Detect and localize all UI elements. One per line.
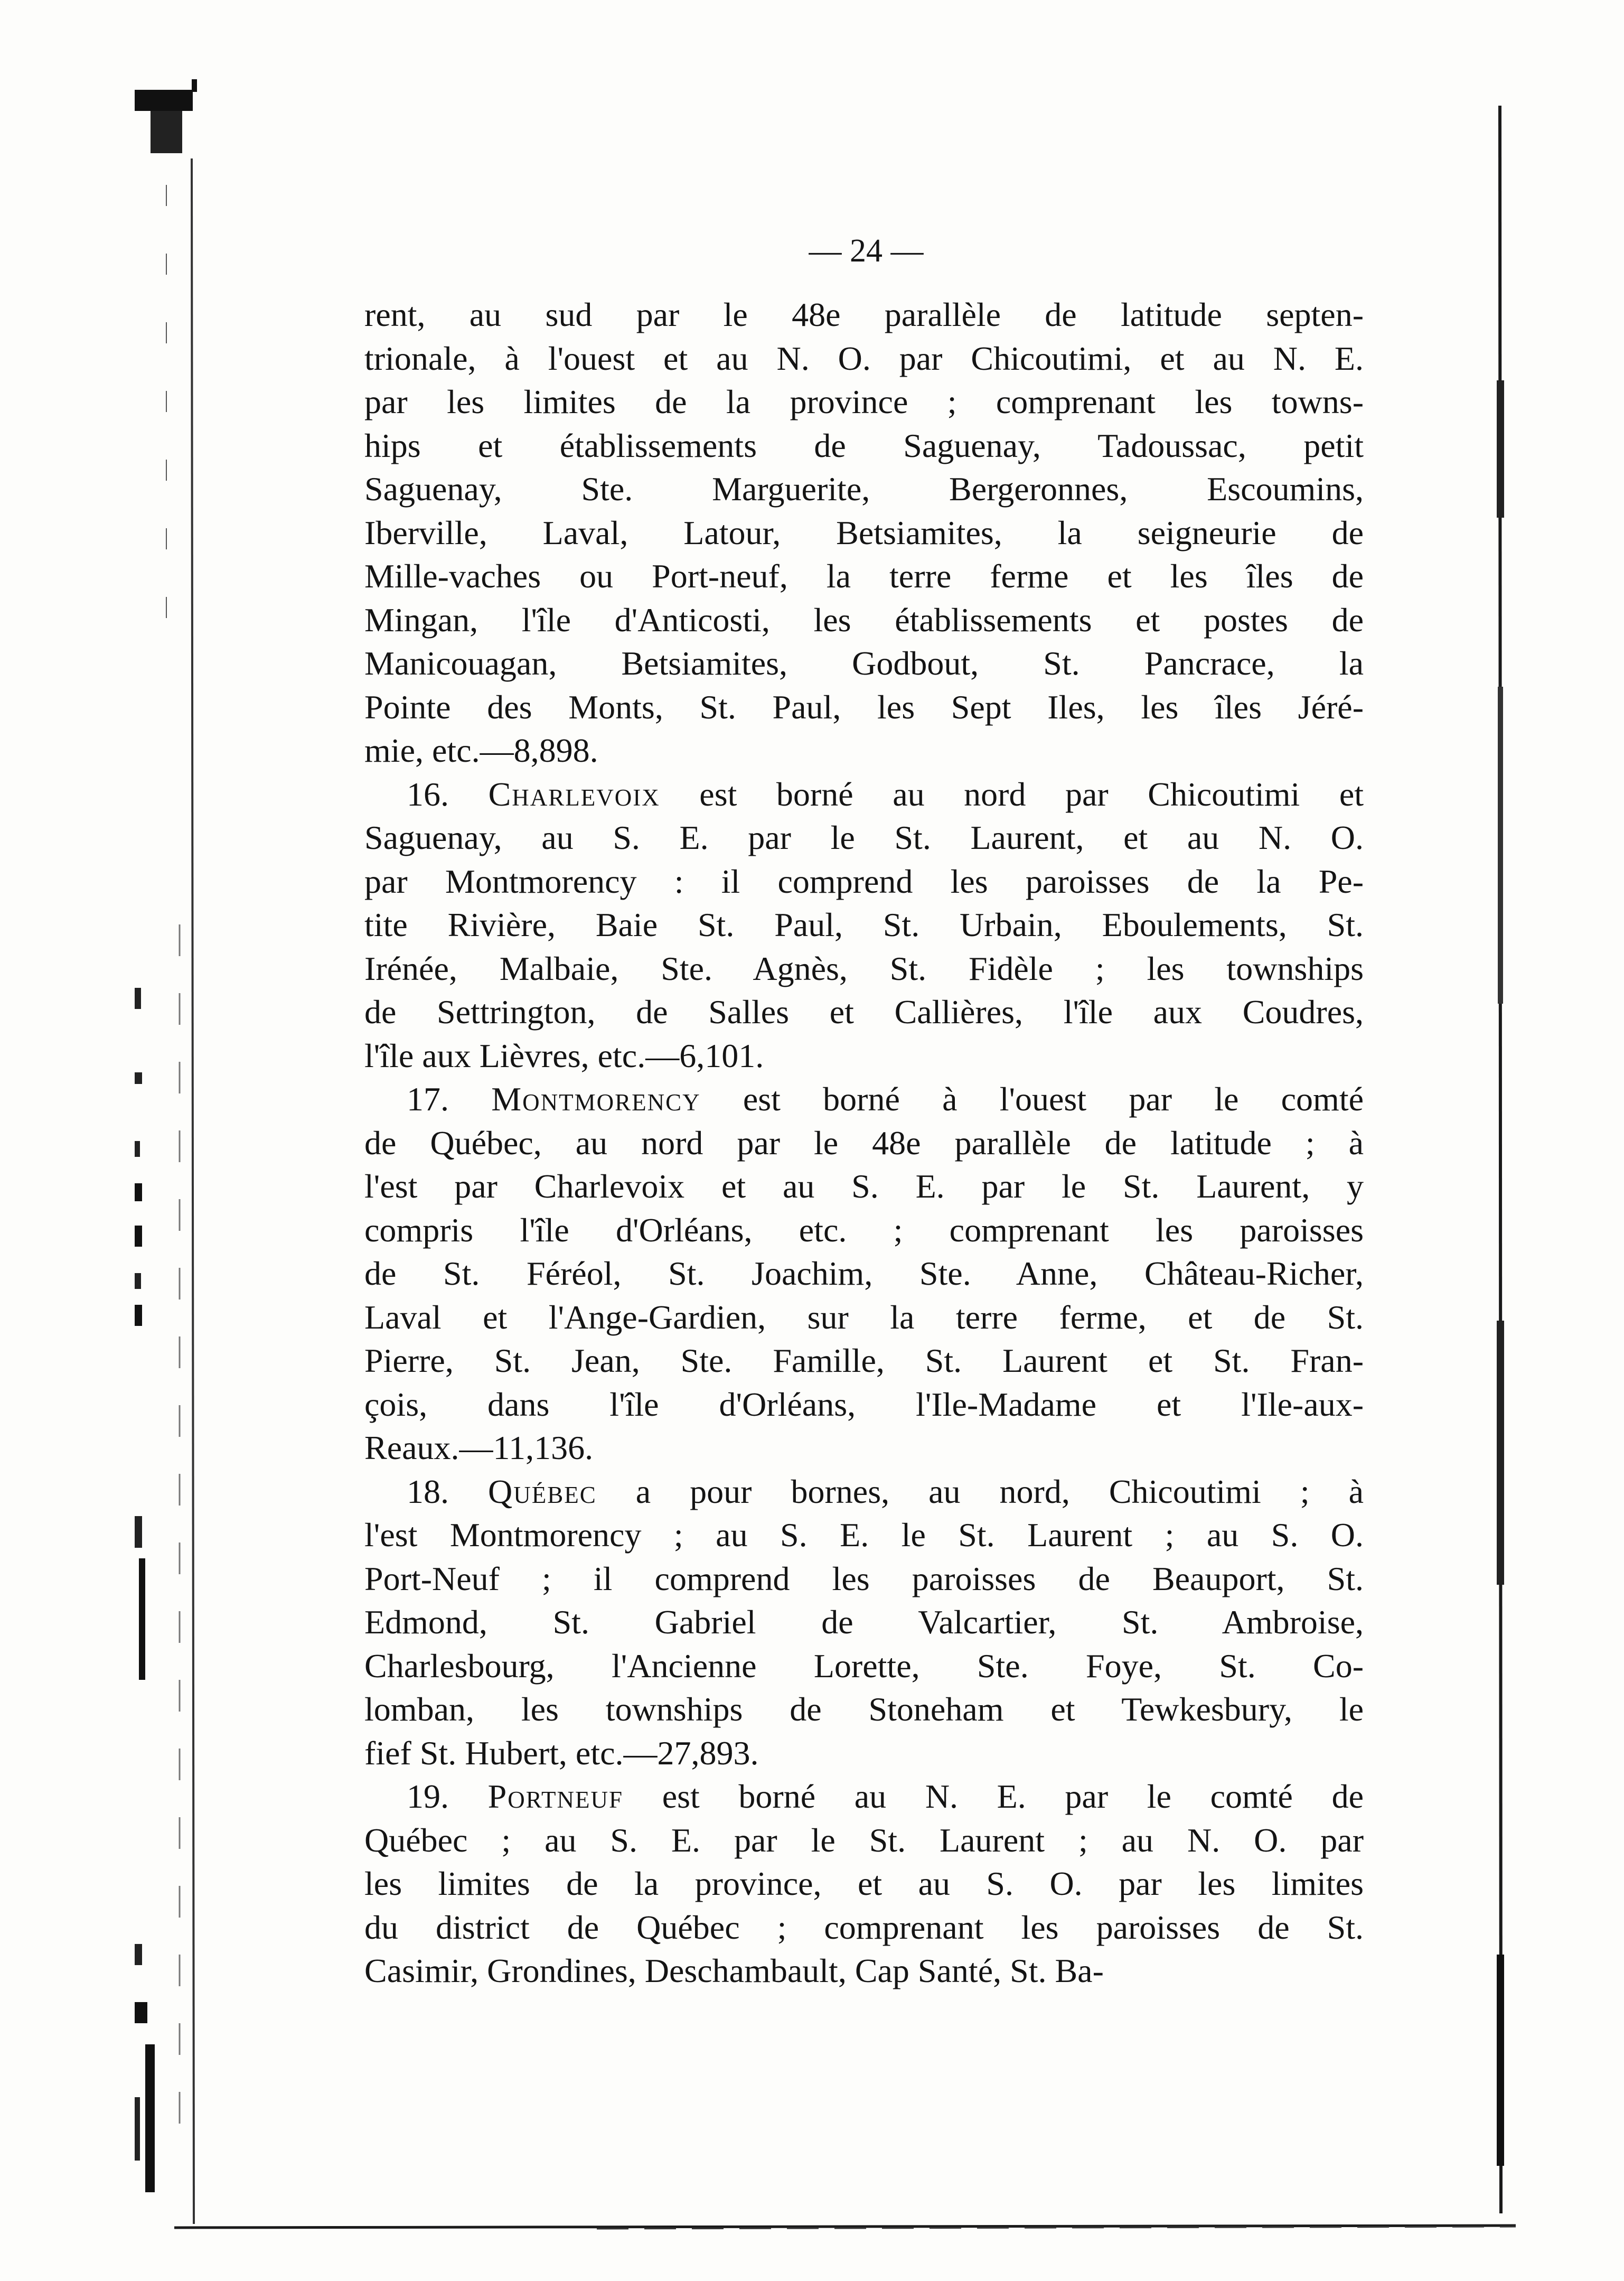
page-edge-artifact — [1489, 106, 1510, 2213]
text-line — [364, 773, 1364, 817]
county-name: Portneuf — [487, 1778, 624, 1815]
text-line: l'est par Charlevoix et au S. E. par le St. Laurent, y — [364, 1167, 1364, 1205]
text-line: Laval et l'Ange-Gardien, sur la terre ferme, et de St. — [364, 1298, 1364, 1336]
text-line: tite Rivière, Baie St. Paul, St. Urbain, Eboulements, St. — [364, 906, 1364, 943]
county-name: Montmorency — [491, 1080, 701, 1118]
county-number: 18. — [407, 1472, 449, 1510]
county-number: 17. — [407, 1080, 449, 1118]
paragraph — [364, 1775, 1364, 1993]
text-line: Iberville, Laval, Latour, Betsiamites, la seigneurie de — [364, 513, 1364, 551]
text-line: l'île aux Lièvres, etc.—6,101. — [364, 1036, 764, 1074]
text-line: Port-Neuf ; il comprend les paroisses de Beauport, St. — [364, 1559, 1364, 1597]
paragraph — [364, 1078, 1364, 1470]
text-line: Saguenay, Ste. Marguerite, Bergeronnes, Escoumins, — [364, 470, 1364, 508]
county-number: 16. — [407, 775, 449, 813]
text-line: Pointe des Monts, St. Paul, les Sept Iles, les îles Jéré- — [364, 688, 1364, 726]
text-line: Irénée, Malbaie, Ste. Agnès, St. Fidèle ; les townships — [364, 949, 1364, 987]
text-line: de St. Féréol, St. Joachim, Ste. Anne, Château-Richer, — [364, 1255, 1364, 1292]
line-text: a pour bornes, au nord, Chicoutimi ; à — [635, 1472, 1364, 1510]
county-name: Québec — [488, 1472, 597, 1510]
text-line: hips et établissements de Saguenay, Tadoussac, petit — [364, 426, 1364, 464]
text-line: du district de Québec ; comprenant les paroisses de St. — [364, 1908, 1364, 1946]
text-line: de Québec, au nord par le 48e parallèle de latitude ; à — [364, 1124, 1364, 1162]
paragraph — [364, 1470, 1364, 1775]
binding-edge-artifact — [135, 79, 198, 2245]
line-text: est borné au N. E. par le comté de — [662, 1778, 1364, 1815]
text-line: l'est Montmorency ; au S. E. le St. Laurent ; au S. O. — [364, 1516, 1364, 1554]
text-line: çois, dans l'île d'Orléans, l'Ile-Madame et l'Ile-aux- — [364, 1385, 1364, 1423]
text-line: Mille-vaches ou Port-neuf, la terre ferme et les îles de — [364, 557, 1364, 595]
text-line: rent, au sud par le 48e parallèle de latitude septen- — [364, 296, 1364, 333]
body-text — [364, 293, 1364, 1993]
text-line: Manicouagan, Betsiamites, Godbout, St. Pancrace, la — [364, 644, 1364, 682]
text-line: mie, etc.—8,898. — [364, 732, 598, 769]
text-line: lomban, les townships de Stoneham et Tewkesbury, le — [364, 1690, 1364, 1728]
text-line: Reaux.—11,136. — [364, 1429, 594, 1466]
line-text: est borné à l'ouest par le comté — [743, 1080, 1364, 1118]
text-line: Charlesbourg, l'Ancienne Lorette, Ste. Foye, St. Co- — [364, 1647, 1364, 1685]
text-line: Edmond, St. Gabriel de Valcartier, St. Ambroise, — [364, 1603, 1364, 1641]
county-name: Charlevoix — [488, 775, 660, 813]
text-line: Pierre, St. Jean, Ste. Famille, St. Laurent et St. Fran- — [364, 1342, 1364, 1379]
text-line — [364, 1470, 1364, 1514]
line-text: est borné au nord par Chicoutimi et — [699, 775, 1364, 813]
text-line: Québec ; au S. E. par le St. Laurent ; au N. O. par — [364, 1821, 1364, 1859]
text-line: Saguenay, au S. E. par le St. Laurent, et au N. O. — [364, 819, 1364, 856]
text-line: de Settrington, de Salles et Callières, l'île aux Coudres, — [364, 993, 1364, 1031]
text-line — [364, 1775, 1364, 1819]
text-line: les limites de la province, et au S. O. par les limites — [364, 1865, 1364, 1902]
paragraph — [364, 773, 1364, 1078]
text-line: par les limites de la province ; comprenant les towns- — [364, 383, 1364, 420]
text-line: par Montmorency : il comprend les paroisses de la Pe- — [364, 862, 1364, 900]
county-number: 19. — [407, 1778, 449, 1815]
text-line — [364, 1078, 1364, 1121]
text-line: Mingan, l'île d'Anticosti, les établissements et postes de — [364, 601, 1364, 639]
paragraph — [364, 293, 1364, 773]
bottom-edge-artifact — [174, 2216, 1516, 2237]
page-number: — 24 — — [809, 233, 924, 269]
text-line: fief St. Hubert, etc.—27,893. — [364, 1734, 759, 1772]
text-line: Casimir, Grondines, Deschambault, Cap Santé, St. Ba- — [364, 1952, 1104, 1989]
text-line: trionale, à l'ouest et au N. O. par Chicoutimi, et au N. E. — [364, 339, 1364, 377]
text-line: compris l'île d'Orléans, etc. ; comprenant les paroisses — [364, 1211, 1364, 1249]
